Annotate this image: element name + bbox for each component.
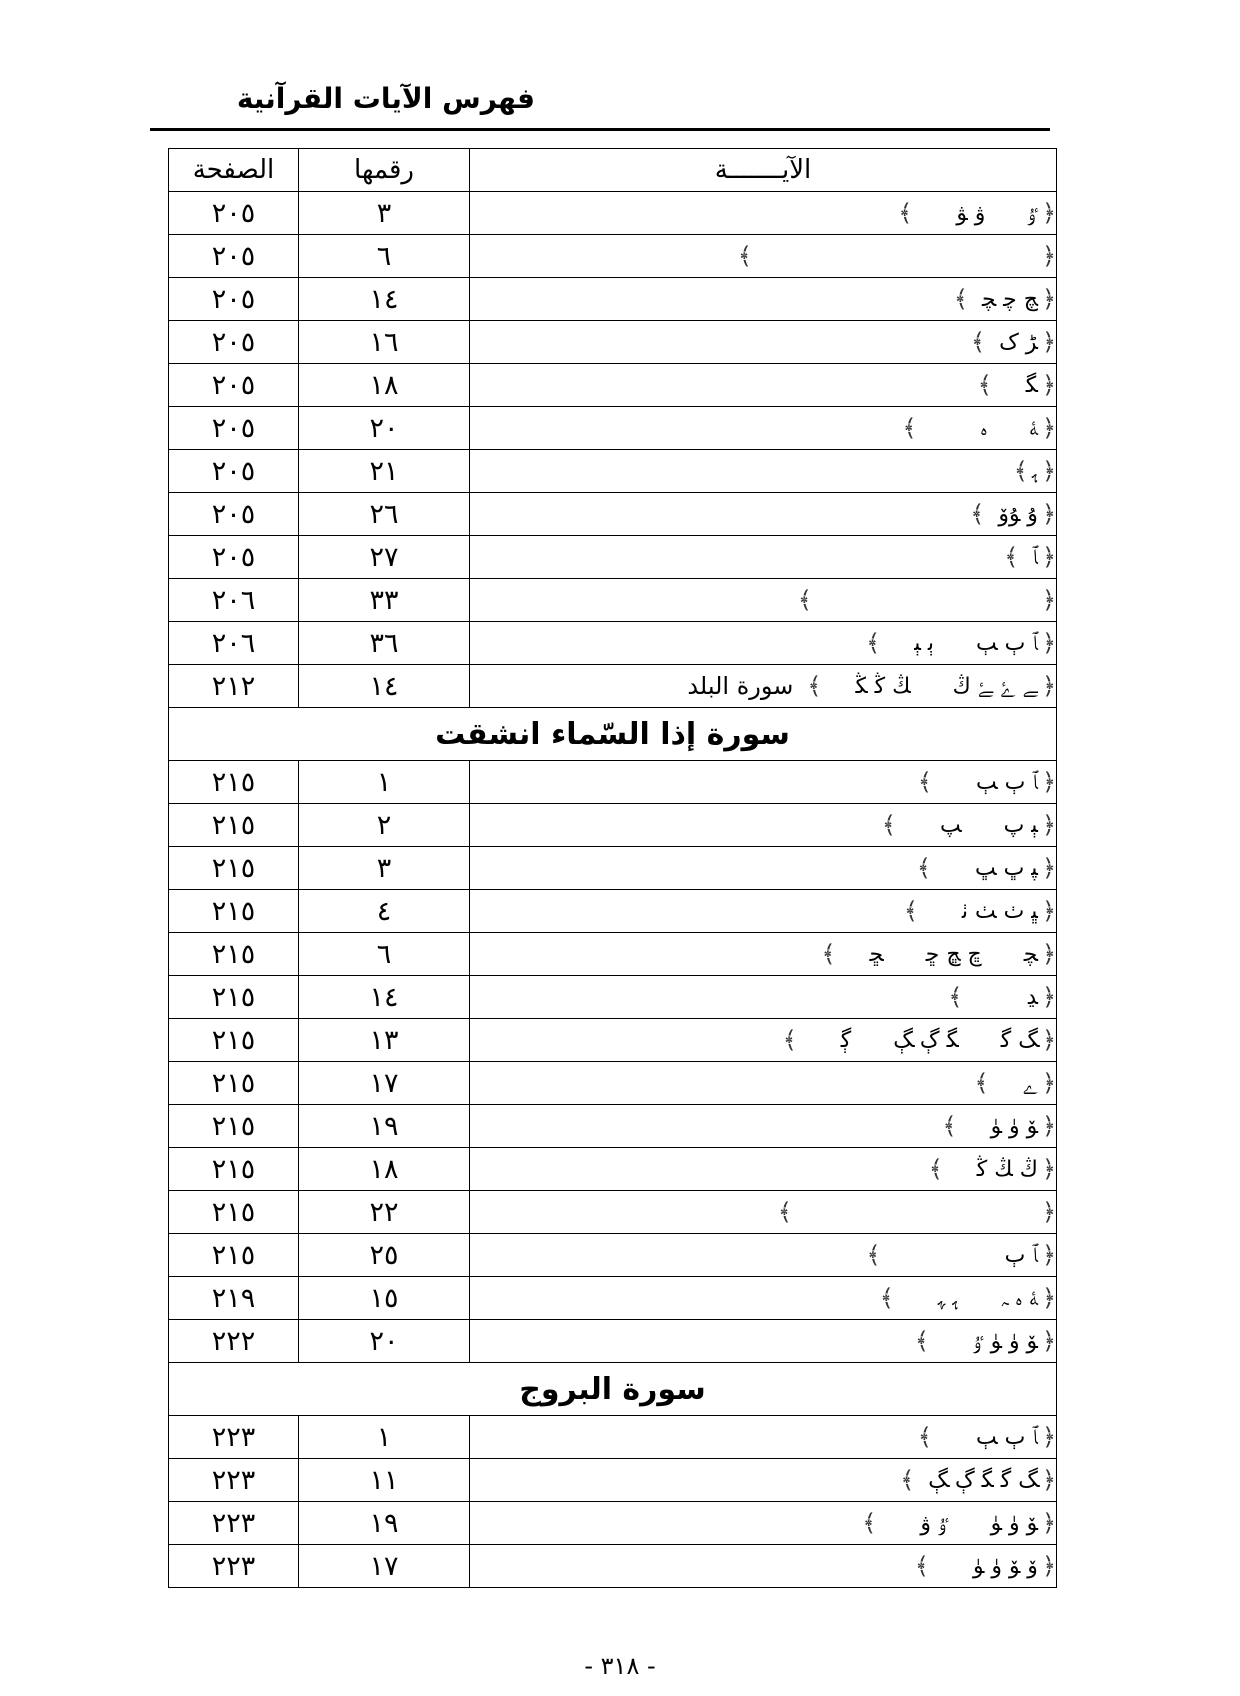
ayah-cell — [470, 847, 1057, 890]
ornament-open-icon: ﴿ — [1041, 242, 1056, 270]
ayah-segment: ﭔ ﭕ — [914, 630, 934, 656]
ayah-text — [974, 1069, 1056, 1097]
ornament-close-icon: ﴾ — [1004, 543, 1019, 571]
ayah-text — [738, 242, 1056, 270]
page-number-cell: ٢٢٣ — [169, 1502, 299, 1545]
surah-heading: سورة البروج — [169, 1363, 1057, 1416]
ayah-number-cell: ١٤ — [299, 278, 470, 321]
ornament-close-icon: ﴾ — [866, 1241, 881, 1269]
ayah-segment: ﭑ ﭒ ﭓ — [975, 769, 1038, 795]
page-header — [150, 80, 1050, 131]
ayah-number-cell: ١٨ — [299, 364, 470, 407]
ayah-segment: ﮍ ﮎ — [999, 329, 1038, 355]
page-number-cell: ٢٢٢ — [169, 1320, 299, 1363]
ayah-number-cell: ١٤ — [299, 665, 470, 708]
ayah-text — [915, 1327, 1056, 1355]
ayah-text — [904, 897, 1056, 925]
ayah-number-cell: ١١ — [299, 1459, 470, 1502]
ornament-open-icon: ﴿ — [1041, 543, 1056, 571]
ornament-open-icon: ﴿ — [1041, 199, 1056, 227]
page-number-cell: ٢١٢ — [169, 665, 299, 708]
ornament-close-icon: ﴾ — [942, 1112, 957, 1140]
page-number-cell: ٢٠٥ — [169, 493, 299, 536]
ornament-open-icon: ﴿ — [1041, 940, 1056, 968]
ayah-segment: ﯚ ﯛ ﯜ — [990, 1510, 1038, 1536]
ornament-close-icon: ﴾ — [879, 1284, 894, 1312]
ornament-close-icon: ﴾ — [898, 199, 913, 227]
ayah-segment: ﭝ ﭞ ﭟ ﭠ — [961, 898, 1038, 924]
ornament-open-icon: ﴿ — [1041, 1026, 1056, 1054]
table-row — [169, 1062, 1057, 1105]
page-number-cell: ٢١٥ — [169, 1148, 299, 1191]
ayah-segment: ﮯ ﮰ ﮱ ﯓ — [952, 673, 1038, 699]
ayah-segment: ﮥ — [1029, 415, 1038, 441]
ayah-segment: ﭾ ﭿ ﮀ — [925, 941, 982, 967]
ayah-cell — [470, 1459, 1057, 1502]
ayah-cell — [470, 579, 1057, 622]
ayah-segment: ﭑ ﭒ ﭓ — [975, 630, 1038, 656]
page-number-cell: ٢١٥ — [169, 933, 299, 976]
ayah-number-cell: ٢٠ — [299, 407, 470, 450]
page-number-cell: ٢٠٥ — [169, 278, 299, 321]
table-row — [169, 761, 1057, 804]
ornament-open-icon: ﴿ — [1041, 1509, 1056, 1537]
ayah-segment: ﯞ ﯟ — [956, 200, 986, 226]
table-row — [169, 933, 1057, 976]
ornament-close-icon: ﴾ — [881, 811, 896, 839]
ornament-open-icon: ﴿ — [1041, 1466, 1056, 1494]
ornament-close-icon: ﴾ — [1013, 457, 1028, 485]
page-number-cell: ٢٠٥ — [169, 235, 299, 278]
page-number-cell: ٢٠٥ — [169, 450, 299, 493]
ayah-number-cell: ١٨ — [299, 1148, 470, 1191]
ayah-number-cell: ١٩ — [299, 1105, 470, 1148]
ornament-close-icon: ﴾ — [900, 1466, 915, 1494]
ayah-segment: ﮕ — [1025, 372, 1038, 398]
ayah-segment: ﮦ — [980, 415, 988, 441]
ayah-cell — [470, 1191, 1057, 1234]
page-number-cell: ٢١٥ — [169, 847, 299, 890]
index-title: فهرس الآيات القرآنية — [236, 82, 535, 115]
ayah-segment: ﯓ ﯔ ﯕ — [976, 1156, 1038, 1182]
ayah-number-cell: ٢٧ — [299, 536, 470, 579]
table-row — [169, 493, 1057, 536]
ayah-segment: ﮓ ﮔ — [1000, 1027, 1038, 1053]
ornament-open-icon: ﴿ — [1041, 457, 1056, 485]
table-row — [169, 847, 1057, 890]
ayah-segment: ﮨ — [1031, 458, 1038, 484]
ayah-cell — [470, 1320, 1057, 1363]
ornament-open-icon: ﴿ — [1041, 1327, 1056, 1355]
ayah-segment: ﯚ ﯛ ﯜ — [990, 1113, 1038, 1139]
ornament-open-icon: ﴿ — [1041, 414, 1056, 442]
ayah-text — [903, 414, 1057, 442]
ayah-text — [970, 500, 1056, 528]
ornament-open-icon: ﴿ — [1041, 328, 1056, 356]
ayah-number-cell: ١٥ — [299, 1277, 470, 1320]
ayah-text — [915, 1552, 1056, 1580]
ayah-text — [821, 940, 1056, 968]
page-number-cell: ٢٠٥ — [169, 536, 299, 579]
ayah-number-cell: ١ — [299, 761, 470, 804]
table-row — [169, 976, 1057, 1019]
ayah-text — [798, 586, 1056, 614]
ayah-number-cell: ٢٥ — [299, 1234, 470, 1277]
ayah-cell — [470, 450, 1057, 493]
ornament-open-icon: ﴿ — [1041, 371, 1056, 399]
table-row — [169, 364, 1057, 407]
table-row — [169, 450, 1057, 493]
ayah-segment: ﮮ — [1022, 1070, 1038, 1096]
ayah-cell — [470, 407, 1057, 450]
page-number-cell: ٢٢٣ — [169, 1459, 299, 1502]
ayah-cell — [470, 804, 1057, 847]
ornament-open-icon: ﴿ — [1041, 500, 1056, 528]
ayah-number-cell: ٢٠ — [299, 1320, 470, 1363]
page-number-cell: ٢٠٥ — [169, 192, 299, 235]
table-row — [169, 1234, 1057, 1277]
ornament-open-icon: ﴿ — [1041, 586, 1056, 614]
table-row — [169, 1459, 1057, 1502]
ornament-open-icon: ﴿ — [1041, 629, 1056, 657]
ayah-cell — [470, 1105, 1057, 1148]
ayah-number-cell: ١ — [299, 1416, 470, 1459]
ayah-cell — [470, 1502, 1057, 1545]
ayah-text — [954, 285, 1056, 313]
ornament-open-icon: ﴿ — [1041, 811, 1056, 839]
table-row — [169, 804, 1057, 847]
surah-heading-row — [169, 708, 1057, 761]
ayah-segment: ﭽ — [1023, 941, 1038, 967]
table-row — [169, 192, 1057, 235]
ayah-text — [882, 811, 1056, 839]
ornament-close-icon: ﴾ — [902, 414, 917, 442]
ayah-cell — [470, 761, 1057, 804]
ayah-cell — [470, 192, 1057, 235]
ayah-text — [943, 1112, 1056, 1140]
ayah-number-cell: ١٦ — [299, 321, 470, 364]
table-body — [169, 192, 1057, 1588]
ayah-segment: ﮘ — [840, 1027, 852, 1053]
ornament-close-icon: ﴾ — [866, 629, 881, 657]
ayah-number-cell: ١٧ — [299, 1545, 470, 1588]
ayah-cell — [470, 536, 1057, 579]
page-number-cell: ٢٠٦ — [169, 579, 299, 622]
ayah-text — [783, 1026, 1056, 1054]
table-row — [169, 1545, 1057, 1588]
ayah-text — [898, 199, 1056, 227]
page-number-cell: ٢٠٦ — [169, 622, 299, 665]
ornament-open-icon: ﴿ — [1041, 672, 1056, 700]
ayah-text — [917, 854, 1056, 882]
ornament-close-icon: ﴾ — [737, 242, 752, 270]
ornament-close-icon: ﴾ — [862, 1509, 877, 1537]
ornament-close-icon: ﴾ — [917, 1423, 932, 1451]
ornament-close-icon: ﴾ — [948, 983, 963, 1011]
ayah-cell — [470, 890, 1057, 933]
ayah-text — [918, 768, 1056, 796]
table-row — [169, 235, 1057, 278]
ayah-segment: ﭙ ﭚ ﭛ — [974, 855, 1038, 881]
ayah-cell — [470, 493, 1057, 536]
ayah-segment: ﯝ — [1027, 200, 1038, 226]
ornament-close-icon: ﴾ — [977, 371, 992, 399]
table-row — [169, 536, 1057, 579]
table-row — [169, 665, 1057, 708]
ayah-cell — [470, 1234, 1057, 1277]
table-row — [169, 890, 1057, 933]
ayah-number-cell: ٣ — [299, 847, 470, 890]
ayah-segment: ﮥ ﮦ ﮧ — [1000, 1285, 1038, 1311]
ayah-text — [867, 1241, 1056, 1269]
ayah-number-cell: ٢١ — [299, 450, 470, 493]
ayah-text — [862, 1509, 1056, 1537]
ayah-segment: ﭗ — [939, 812, 962, 838]
ayah-segment: ﭑ ﭒ ﭓ — [975, 1424, 1038, 1450]
ayah-cell — [470, 933, 1057, 976]
ornament-open-icon: ﴿ — [1041, 1155, 1056, 1183]
ornament-open-icon: ﴿ — [1041, 1423, 1056, 1451]
ornament-close-icon: ﴾ — [914, 1552, 929, 1580]
table-header-row — [169, 149, 1057, 192]
ayah-segment: ﯚ ﯛ ﯜ ﯝ — [972, 1328, 1038, 1354]
ayah-text — [880, 1284, 1056, 1312]
surah-note: سورة البلد — [687, 672, 794, 700]
page-number-cell: ٢٢٣ — [169, 1545, 299, 1588]
page-number-cell: ٢٢٣ — [169, 1416, 299, 1459]
ayah-number-cell: ١٣ — [299, 1019, 470, 1062]
surah-heading: سورة إذا السّماء انشقت — [169, 708, 1057, 761]
ayah-text — [971, 328, 1056, 356]
page-number-cell: ٢١٥ — [169, 761, 299, 804]
ayah-cell — [470, 665, 1057, 708]
ornament-open-icon: ﴿ — [1041, 1552, 1056, 1580]
table-row — [169, 407, 1057, 450]
ayah-text — [918, 1423, 1056, 1451]
column-header-number: رقمها — [299, 149, 470, 192]
ayah-text — [1014, 457, 1056, 485]
page-number-cell: ٢٠٥ — [169, 407, 299, 450]
ayah-number-cell: ٣٦ — [299, 622, 470, 665]
ayah-segment: ﭻ ﭼ ﭽ — [981, 286, 1038, 312]
ayah-cell — [470, 1416, 1057, 1459]
ornament-open-icon: ﴿ — [1041, 897, 1056, 925]
ayah-text — [681, 672, 1056, 700]
ayah-number-cell: ٢٢ — [299, 1191, 470, 1234]
ornament-open-icon: ﴿ — [1041, 1241, 1056, 1269]
ornament-close-icon: ﴾ — [974, 1069, 989, 1097]
ayah-number-cell: ١٩ — [299, 1502, 470, 1545]
ayah-segment: ﭑ — [1032, 544, 1038, 570]
ayah-cell — [470, 1277, 1057, 1320]
page-number: - ٣١٨ - — [584, 1652, 656, 1680]
table-row — [169, 1148, 1057, 1191]
ayah-number-cell: ١٧ — [299, 1062, 470, 1105]
table-row — [169, 1502, 1057, 1545]
ayah-text — [900, 1466, 1056, 1494]
ayah-segment: ﯝ ﯞ — [920, 1510, 949, 1536]
ayah-segment: ﯗ ﯘﯙ — [998, 501, 1038, 527]
page-number-cell: ٢١٥ — [169, 1191, 299, 1234]
ayah-number-cell: ٣٣ — [299, 579, 470, 622]
ayah-text — [1004, 543, 1056, 571]
page-number-cell: ٢١٥ — [169, 804, 299, 847]
column-header-ayah: الآيـــــــة — [470, 149, 1057, 192]
ayah-text — [929, 1155, 1056, 1183]
ornament-open-icon: ﴿ — [1041, 983, 1056, 1011]
ayah-text — [866, 629, 1056, 657]
ornament-open-icon: ﴿ — [1041, 1284, 1056, 1312]
table-row — [169, 579, 1057, 622]
ornament-close-icon: ﴾ — [928, 1155, 943, 1183]
ornament-open-icon: ﴿ — [1041, 768, 1056, 796]
table-row — [169, 622, 1057, 665]
ayah-segment: ﯔ ﯕ ﯖ — [855, 673, 911, 699]
ornament-close-icon: ﴾ — [914, 1327, 929, 1355]
ayah-number-cell: ٢ — [299, 804, 470, 847]
ornament-close-icon: ﴾ — [953, 285, 968, 313]
page-number-cell: ٢١٥ — [169, 890, 299, 933]
ornament-close-icon: ﴾ — [821, 940, 836, 968]
ornament-close-icon: ﴾ — [970, 500, 985, 528]
ayah-cell — [470, 1019, 1057, 1062]
ayah-number-cell: ٤ — [299, 890, 470, 933]
table-row — [169, 1019, 1057, 1062]
ayah-cell — [470, 278, 1057, 321]
page-number-cell: ٢٠٥ — [169, 321, 299, 364]
ornament-close-icon: ﴾ — [782, 1026, 797, 1054]
ayah-segment: ﮃ — [1026, 984, 1038, 1010]
ornament-open-icon: ﴿ — [1041, 1112, 1056, 1140]
ayah-segment: ﭕ ﭖ — [1003, 812, 1038, 838]
ornament-open-icon: ﴿ — [1041, 1069, 1056, 1097]
ayah-text — [948, 983, 1056, 1011]
ornament-close-icon: ﴾ — [777, 1198, 792, 1226]
ayah-segment: ﮕ ﮖ ﮗ — [893, 1027, 959, 1053]
ayah-cell — [470, 1545, 1057, 1588]
ornament-close-icon: ﴾ — [917, 768, 932, 796]
ornament-close-icon: ﴾ — [903, 897, 918, 925]
ayah-cell — [470, 622, 1057, 665]
ayah-segment: ﯙ ﯚ ﯛ ﯜ — [972, 1553, 1038, 1579]
ornament-close-icon: ﴾ — [797, 586, 812, 614]
ornament-open-icon: ﴿ — [1041, 285, 1056, 313]
page-number-cell: ٢١٥ — [169, 1105, 299, 1148]
page-number-cell: ٢١٥ — [169, 1062, 299, 1105]
table-row — [169, 1105, 1057, 1148]
ayah-cell — [470, 1148, 1057, 1191]
ayah-cell — [470, 364, 1057, 407]
ayah-number-cell: ٦ — [299, 235, 470, 278]
ornament-close-icon: ﴾ — [971, 328, 986, 356]
table-row — [169, 1416, 1057, 1459]
table-row — [169, 321, 1057, 364]
ornament-close-icon: ﴾ — [916, 854, 931, 882]
ayah-cell — [470, 976, 1057, 1019]
ornament-close-icon: ﴾ — [807, 672, 822, 700]
ayah-number-cell: ٣ — [299, 192, 470, 235]
page-number-cell: ٢١٥ — [169, 976, 299, 1019]
page-number-cell: ٢١٥ — [169, 1234, 299, 1277]
page-number-cell: ٢٠٥ — [169, 364, 299, 407]
ayah-segment: ﮁ — [869, 941, 884, 967]
ayah-segment: ﮓ ﮔ ﮕ ﮖ ﮗ — [928, 1467, 1038, 1493]
ornament-open-icon: ﴿ — [1041, 854, 1056, 882]
page-number-cell: ٢١٩ — [169, 1277, 299, 1320]
ayah-text — [778, 1198, 1056, 1226]
ornament-open-icon: ﴿ — [1041, 1198, 1056, 1226]
table-row — [169, 278, 1057, 321]
verses-index-table — [168, 148, 1057, 1588]
surah-heading-row — [169, 1363, 1057, 1416]
table-row — [169, 1320, 1057, 1363]
ayah-cell — [470, 321, 1057, 364]
table-row — [169, 1277, 1057, 1320]
ayah-segment: ﭑ ﭒ — [1004, 1242, 1038, 1268]
table-row — [169, 1191, 1057, 1234]
ayah-number-cell: ٦ — [299, 933, 470, 976]
ayah-text — [978, 371, 1056, 399]
ayah-cell — [470, 1062, 1057, 1105]
ayah-cell — [470, 235, 1057, 278]
ayah-segment: ﮨ ﮩ — [937, 1285, 959, 1311]
ayah-number-cell: ٢٦ — [299, 493, 470, 536]
ayah-number-cell: ١٤ — [299, 976, 470, 1019]
page-number-cell: ٢١٥ — [169, 1019, 299, 1062]
column-header-page: الصفحة — [169, 149, 299, 192]
